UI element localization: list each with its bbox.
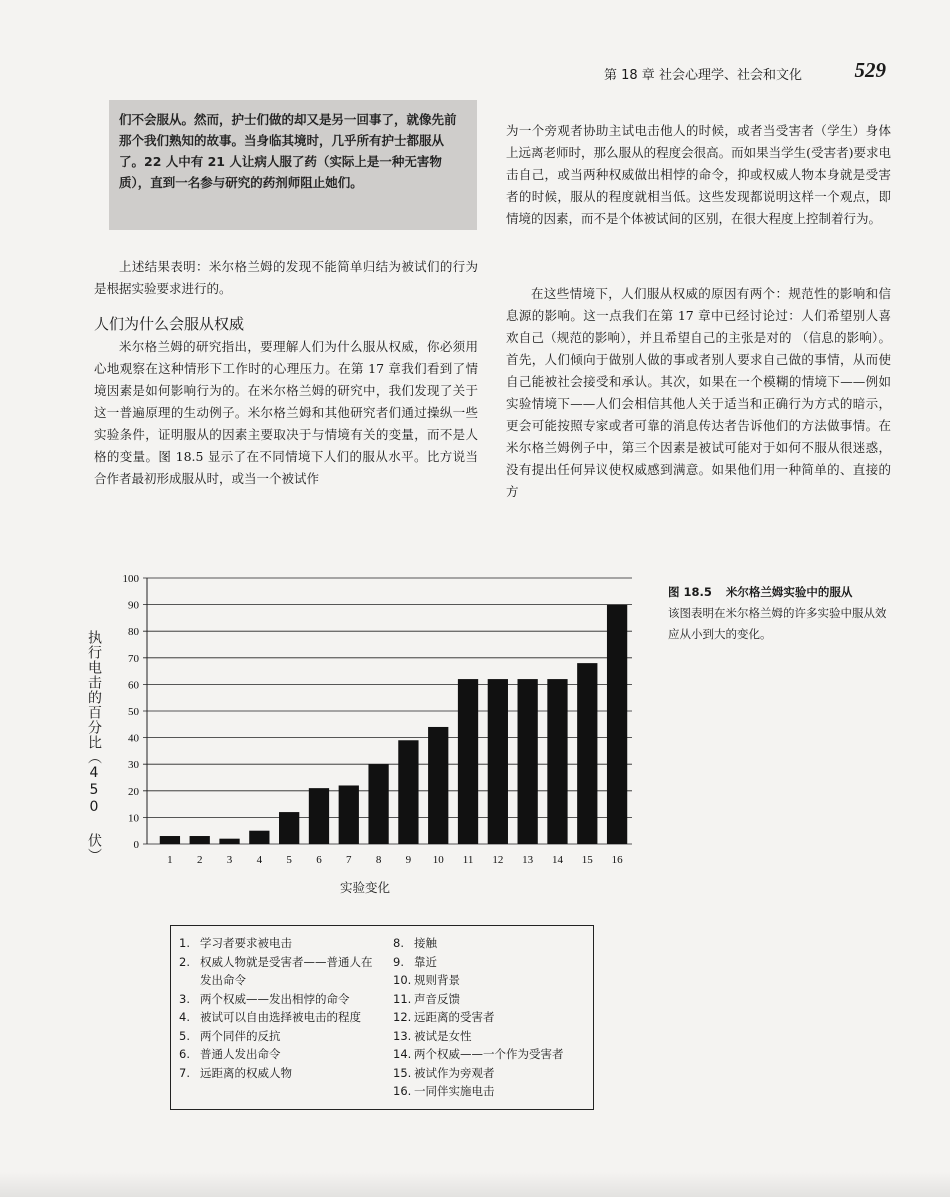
x-tick-label: 15 — [581, 854, 593, 866]
right-paragraph-2 — [506, 283, 891, 503]
left-paragraph-1 — [94, 256, 478, 300]
legend-item — [179, 1027, 379, 1046]
legend-item — [393, 1027, 593, 1046]
legend-item-text: 普通人发出命令 — [200, 1047, 281, 1061]
legend-item-text: 声音反馈 — [414, 991, 460, 1006]
y-tick-label: 100 — [122, 573, 139, 585]
x-tick-label: 7 — [346, 854, 352, 866]
y-tick-label: 80 — [128, 626, 139, 639]
legend-item-text: 被试可以自由选择被电击的程度 — [200, 1010, 361, 1024]
y-tick-label: 30 — [128, 759, 139, 772]
x-tick-label: 14 — [551, 854, 563, 866]
legend-item-number: 7. — [179, 1065, 190, 1080]
y-tick-label: 0 — [133, 839, 139, 851]
bar — [249, 831, 269, 844]
legend-column-right — [393, 934, 593, 1101]
legend-item — [393, 971, 593, 990]
x-tick-label: 8 — [375, 854, 382, 866]
bar — [518, 679, 538, 844]
legend-item-number: 14. — [393, 1047, 412, 1061]
legend-item — [393, 1064, 593, 1083]
bar — [368, 764, 388, 844]
bar — [607, 605, 627, 844]
legend-item-number: 5. — [179, 1028, 190, 1043]
legend-item-text: 被试作为旁观者 — [414, 1065, 495, 1080]
figure-title: 米尔格兰姆实验中的服从 — [725, 585, 853, 599]
legend-item-number: 8. — [393, 936, 404, 950]
x-tick-label: 6 — [316, 854, 322, 866]
chart-y-axis-label: 执行电击的百分比（450 伏） — [86, 630, 102, 863]
legend-item — [393, 1045, 593, 1064]
legend-item-text: 远距离的权威人物 — [200, 1065, 292, 1080]
legend-item-number: 6. — [179, 1047, 190, 1061]
bar — [279, 812, 299, 844]
y-tick-label: 10 — [128, 812, 139, 825]
y-tick-label: 20 — [128, 785, 139, 798]
page-header — [560, 58, 890, 88]
bar — [428, 727, 448, 844]
legend-column-left — [179, 934, 379, 1082]
bar — [547, 679, 567, 844]
legend-item — [393, 1082, 593, 1101]
legend-item-text: 被试是女性 — [414, 1028, 472, 1043]
x-tick-label: 12 — [492, 854, 504, 866]
legend-item — [179, 1045, 379, 1064]
paragraph-text: 米尔格兰姆的研究指出，要理解人们为什么服从权威，你必须用心地观察在这种情形下工作时的心理压力。在第 17 章我们看到了情境因素是如何影响行为的。在米尔格兰姆的研究中，我们发现了关于这一普遍原理的生动例子。米尔格兰姆和其他研究者们通过操纵一些实验条件，证明服从的因素主要取决于与情境有关的变量，而不是人格的变量。图 18.5 显示了在不同情境下人们的服从水平。比方说当合作者最初形成服从时，或当一个被试作 — [94, 339, 478, 486]
x-tick-label: 13 — [522, 854, 534, 866]
legend-item — [179, 953, 379, 990]
section-heading: 人们为什么会服从权威 — [94, 315, 245, 333]
x-tick-label: 5 — [286, 854, 292, 866]
legend-item-text: 规则背景 — [414, 973, 460, 987]
chapter-title: 第 18 章 社会心理学、社会和文化 — [604, 68, 802, 83]
legend-item-number: 15. — [393, 1065, 412, 1080]
y-tick-label: 90 — [128, 599, 139, 612]
bar — [398, 740, 418, 844]
legend-item — [393, 953, 593, 972]
x-tick-label: 10 — [432, 854, 444, 866]
figure-caption — [668, 582, 890, 645]
legend-item-text: 两个同伴的反抗 — [200, 1028, 281, 1043]
y-tick-label: 60 — [128, 679, 139, 692]
bar-chart — [92, 568, 652, 908]
legend-item-number: 4. — [179, 1010, 190, 1024]
legend-item-text: 两个权威——一个作为受害者 — [414, 1047, 564, 1061]
paragraph-text: 为一个旁观者协助主试电击他人的时候，或者当受害者（学生）身体上远离老师时，那么服从的程度会很高。而如果当学生(受害者)要求电击自己，或当两种权威做出相悖的命令，抑或权威人物本身就是受害者的时候，服从的程度就相当低。这些发现都说明这样一个观点，即情境的因素，而不是个体被试间的区别，在很大程度上控制着行为。 — [506, 123, 891, 226]
x-tick-label: 1 — [167, 854, 173, 866]
x-tick-label: 2 — [196, 854, 203, 866]
legend-item — [179, 990, 379, 1009]
legend-item-number: 12. — [393, 1010, 412, 1024]
scan-edge — [0, 1172, 950, 1197]
y-tick-label: 70 — [128, 652, 139, 665]
left-paragraph-2 — [94, 336, 478, 490]
bar — [458, 679, 478, 844]
chart-legend-box — [170, 925, 594, 1110]
legend-item-text: 权威人物就是受害者——普通人在发出命令 — [200, 954, 373, 987]
legend-item-number: 9. — [393, 954, 404, 969]
bar — [488, 679, 508, 844]
legend-item — [179, 934, 379, 953]
legend-item-text: 接触 — [414, 936, 437, 950]
legend-item-number: 1. — [179, 936, 190, 950]
bar — [160, 836, 180, 844]
legend-item-text: 远距离的受害者 — [414, 1010, 495, 1024]
x-tick-label: 16 — [611, 854, 623, 866]
bar — [309, 788, 329, 844]
legend-item — [179, 1008, 379, 1027]
legend-item-text: 两个权威——发出相悖的命令 — [200, 991, 350, 1006]
legend-item — [393, 1008, 593, 1027]
legend-item-number: 2. — [179, 954, 190, 969]
right-paragraph-1 — [506, 120, 891, 230]
legend-item-number: 10. — [393, 973, 412, 987]
y-tick-label: 40 — [128, 732, 139, 745]
shaded-excerpt: 们不会服从。然而，护士们做的却又是另一回事了，就像先前那个我们熟知的故事。当身临其境时，几乎所有护士都服从了。22 人中有 21 人让病人服了药（实际上是一种无害物质），直到一名参与研究的药剂师阻止她们。 — [109, 100, 477, 230]
legend-item-number: 3. — [179, 991, 190, 1006]
paragraph-text: 在这些情境下，人们服从权威的原因有两个：规范性的影响和信息源的影响。这一点我们在第 17 章中已经讨论过：人们希望别人喜欢自己（规范的影响），并且希望自己的主张是对的 （信息的影响）。首先，人们倾向于做别人做的事或者别人要求自己做的事情，从而使自己能被社会接受和承认。其次，如果在一个模糊的情境下——例如实验情境下——人们会相信其他人关于适当和正确行为方式的暗示，更会可能按照专家或者可靠的消息传达者告诉他们的方法做事情。在米尔格兰姆例子中，第三个因素是被试可能对于如何不服从很迷惑，没有提出任何异议使权威感到满意。如果他们用一种简单的、直接的方 — [506, 286, 891, 499]
legend-item-text: 学习者要求被电击 — [200, 936, 292, 950]
caption-title-line — [668, 582, 890, 603]
legend-item — [393, 990, 593, 1009]
y-tick-label: 50 — [128, 706, 139, 718]
legend-item — [393, 934, 593, 953]
figure-label: 图 18.5 — [668, 585, 712, 599]
legend-item-text: 一同伴实施电击 — [414, 1084, 495, 1098]
paragraph-text: 上述结果表明：米尔格兰姆的发现不能简单归结为被试们的行为是根据实验要求进行的。 — [94, 259, 478, 296]
legend-item-number: 13. — [393, 1028, 412, 1043]
bar — [339, 785, 359, 844]
x-tick-label: 9 — [405, 854, 412, 866]
x-tick-label: 11 — [462, 854, 474, 866]
legend-item-text: 靠近 — [414, 954, 437, 969]
bar — [190, 836, 210, 844]
bar — [577, 663, 597, 844]
chart-x-axis-label: 实验变化 — [340, 880, 391, 895]
x-tick-label: 3 — [226, 854, 233, 866]
figure-description: 该图表明在米尔格兰姆的许多实验中服从效应从小到大的变化。 — [668, 606, 887, 641]
page-number: 529 — [854, 58, 886, 82]
legend-item — [179, 1064, 379, 1083]
legend-item-number: 11. — [393, 991, 412, 1006]
x-tick-label: 4 — [256, 854, 263, 866]
legend-item-number: 16. — [393, 1084, 412, 1098]
bar — [219, 839, 239, 844]
chart-canvas — [92, 568, 652, 878]
